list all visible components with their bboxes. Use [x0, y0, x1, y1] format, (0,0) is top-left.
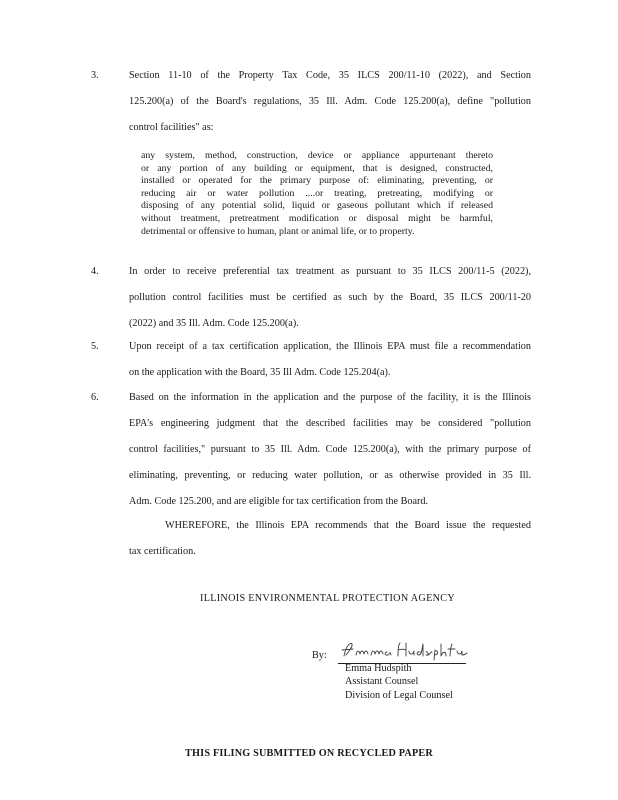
paragraph-number: 4.: [91, 266, 99, 277]
paragraph-text: [129, 70, 531, 148]
signer-name: Emma Hudspith: [345, 663, 412, 674]
paragraph-line: (2022) and 35 Ill. Adm. Code 125.200(a).: [129, 318, 299, 329]
paragraph-line: eliminating, preventing, or reducing water pollution, or as otherwise provided in 35 Ill.: [129, 470, 531, 481]
by-label: By:: [312, 650, 327, 661]
wherefore-line: WHEREFORE, the Illinois EPA recommends that the Board issue the requested: [165, 520, 531, 531]
paragraph-number: 3.: [91, 70, 99, 81]
paragraph-text: [129, 341, 531, 393]
paragraph-line: EPA's engineering judgment that the described facilities may be considered "pollution: [129, 418, 531, 429]
quote-line: any system, method, construction, device or appliance appurtenant thereto: [141, 150, 493, 161]
paragraph-line: pollution control facilities must be certified as such by the Board, 35 ILCS 200/11-20: [129, 292, 531, 303]
quote-line: without treatment, pretreatment modification or disposal might be harmful,: [141, 212, 493, 224]
paragraph-line: Upon receipt of a tax certification application, the Illinois EPA must file a recommendation: [129, 341, 531, 352]
paragraph-line: Section 11-10 of the Property Tax Code, 35 ILCS 200/11-10 (2022), and Section: [129, 70, 531, 81]
signer-details: [345, 662, 453, 702]
quote-line: disposing of any potential solid, liquid or gaseous pollutant which if released: [141, 200, 493, 212]
paragraph-text: [129, 266, 531, 344]
quote-line: detrimental or offensive to human, plant or animal life, or to property.: [141, 225, 415, 237]
wherefore-line: tax certification.: [129, 546, 196, 557]
block-quote: [141, 150, 493, 238]
paragraph-line: Based on the information in the application and the purpose of the facility, it is the Illinois: [129, 392, 531, 403]
paragraph-line: control facilities," pursuant to 35 Ill. Adm. Code 125.200(a), with the primary purpose of: [129, 444, 531, 455]
recycled-paper-footer: THIS FILING SUBMITTED ON RECYCLED PAPER: [185, 748, 433, 759]
paragraph-line: Adm. Code 125.200, and are eligible for tax certification from the Board.: [129, 496, 429, 507]
paragraph-line: 125.200(a) of the Board's regulations, 35 Ill. Adm. Code 125.200(a), define "pollution: [129, 96, 531, 107]
wherefore-clause: [129, 520, 531, 557]
paragraph-text: [129, 392, 531, 522]
signer-title: Assistant Counsel: [345, 676, 419, 688]
quote-line: or any portion of any building or equipment, that is designed, constructed,: [141, 162, 493, 174]
paragraph-line: on the application with the Board, 35 Ill Adm. Code 125.204(a).: [129, 367, 391, 378]
quote-line: reducing air or water pollution ....or treating, pretreating, modifying or: [141, 187, 493, 199]
agency-name: ILLINOIS ENVIRONMENTAL PROTECTION AGENCY: [200, 593, 456, 604]
paragraph-line: control facilities" as:: [129, 122, 214, 133]
quote-line: installed or operated for the primary purpose of: eliminating, preventing, or: [141, 175, 493, 187]
paragraph-number: 5.: [91, 341, 99, 352]
paragraph-number: 6.: [91, 392, 99, 403]
signer-division: Division of Legal Counsel: [345, 689, 453, 701]
paragraph-line: In order to receive preferential tax treatment as pursuant to 35 ILCS 200/11-5 (2022),: [129, 266, 531, 277]
